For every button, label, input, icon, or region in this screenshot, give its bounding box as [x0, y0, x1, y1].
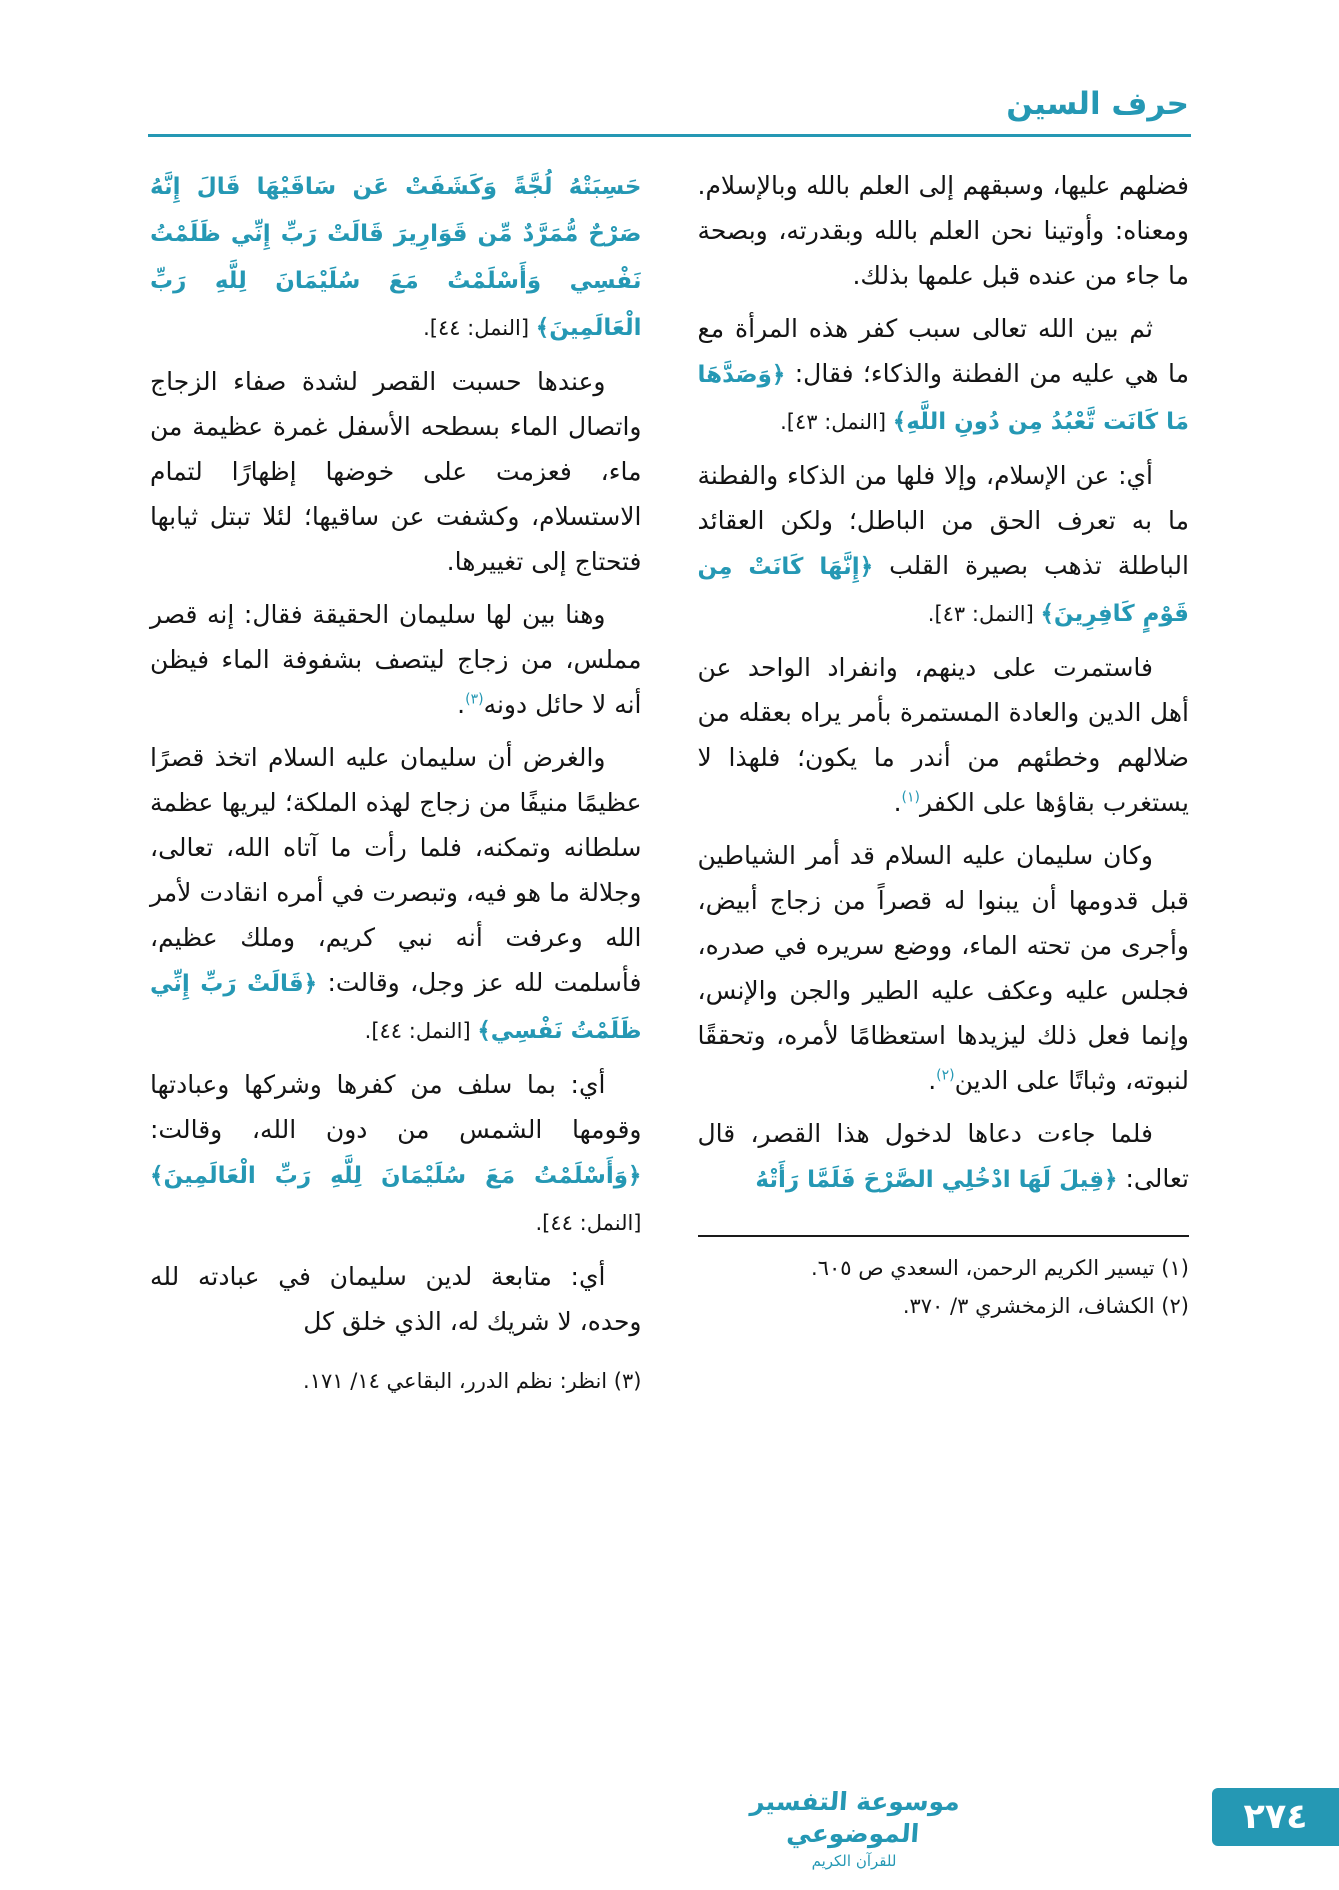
paragraph — [150, 1254, 642, 1344]
body-text: فلما جاءت دعاها لدخول هذا القصر، قال تعالى: — [697, 1119, 1189, 1193]
paragraph — [698, 163, 1190, 298]
paragraph — [150, 592, 642, 727]
emblem-subtitle: للقرآن الكريم — [811, 1852, 897, 1870]
body-text: . — [457, 690, 466, 719]
footnotes-left — [150, 1362, 642, 1400]
paragraph — [698, 453, 1190, 637]
body-text: أي: متابعة لدين سليمان في عبادته لله وحده، لا شريك له، الذي خلق كل — [150, 1262, 642, 1336]
quran-verse: ﴿قَالَتْ رَبِّ إِنِّي ظَلَمْتُ نَفْسِي﴾ — [150, 971, 642, 1044]
paragraph — [698, 833, 1190, 1103]
text-columns — [0, 163, 1339, 1400]
verse-ref: [النمل: ٤٣]. — [780, 410, 893, 434]
paragraph — [698, 1111, 1190, 1203]
body-text: وكان سليمان عليه السلام قد أمر الشياطين قبل قدومها أن يبنوا له قصراً من زجاج أبيض، وأجرى من تحته الماء، ووضع سريره في صدره، فجلس عليه وعكف عليه الطير والجن والإنس، وإنما فعل ذلك ليزيدها استعظامًا لأمره، وتحققًا لنبوته، وثباتًا على الدين — [697, 841, 1189, 1095]
column-left — [150, 163, 642, 1400]
footnotes-right — [698, 1235, 1190, 1325]
quran-verse: ﴿وَصَدَّهَا مَا كَانَت تَّعْبُدُ مِن دُونِ اللَّهِ﴾ — [697, 362, 1189, 435]
body-text: ثم بين الله تعالى سبب كفر هذه المرأة مع ما هي عليه من الفطنة والذكاء؛ فقال: — [697, 314, 1189, 388]
footnote-marker: (٣) — [465, 691, 484, 708]
paragraph — [698, 306, 1190, 445]
quran-verse: ﴿إِنَّهَا كَانَتْ مِن قَوْمٍ كَافِرِينَ﴾ — [697, 554, 1189, 627]
verse-ref: [النمل: ٤٤]. — [364, 1019, 478, 1043]
quran-verse: حَسِبَتْهُ لُجَّةً وَكَشَفَتْ عَن سَاقَيْهَا قَالَ إِنَّهُ صَرْحٌ مُّمَرَّدٌ مِّن قَوَارِيرَ قَالَتْ رَبِّ إِنِّي ظَلَمْتُ نَفْسِي وَأَسْلَمْتُ مَعَ سُلَيْمَانَ لِلَّهِ رَبِّ الْعَالَمِينَ﴾ — [150, 174, 642, 341]
paragraph — [698, 645, 1190, 825]
footnote-marker: (٢) — [936, 1067, 955, 1084]
footnote-divider — [698, 1235, 1190, 1237]
quran-verse: ﴿قِيلَ لَهَا ادْخُلِي الصَّرْحَ فَلَمَّا رَأَتْهُ — [755, 1167, 1118, 1193]
publisher-emblem — [749, 1786, 962, 1872]
paragraphs-right — [698, 163, 1190, 1211]
header-divider — [148, 134, 1191, 137]
body-text: . — [928, 1066, 937, 1095]
paragraph — [150, 1062, 642, 1246]
body-text: وهنا بين لها سليمان الحقيقة فقال: إنه قصر مملس، من زجاج ليتصف بشفوفة الماء فيظن أنه لا حائل دونه — [150, 600, 642, 719]
paragraph — [150, 359, 642, 584]
body-text: . — [893, 788, 902, 817]
paragraph — [150, 735, 642, 1054]
chapter-title: حرف السين — [1006, 86, 1189, 122]
footnote: (٢) الكشاف، الزمخشري ٣/ ٣٧٠. — [902, 1294, 1189, 1318]
body-text: أي: بما سلف من كفرها وشركها وعبادتها وقومها الشمس من دون الله، وقالت: — [150, 1070, 642, 1144]
quran-verse: ﴿وَأَسْلَمْتُ مَعَ سُلَيْمَانَ لِلَّهِ رَبِّ الْعَالَمِينَ﴾ — [150, 1163, 642, 1189]
body-text: والغرض أن سليمان عليه السلام اتخذ قصرًا عظيمًا منيفًا من زجاج لهذه الملكة؛ ليريها عظمة سلطانه وتمكنه، فلما رأت ما آتاه الله، تعالى، وجلالة ما هو فيه، وتبصرت في أمره انقادت لأمر الله وعرفت أنه نبي كريم، وملك عظيم، فأسلمت لله عز وجل، وقالت: — [150, 743, 642, 997]
footnote-marker: (١) — [901, 789, 921, 806]
page-number-badge: ٢٧٤ — [1212, 1788, 1339, 1846]
footnote: (٣) انظر: نظم الدرر، البقاعي ١٤/ ١٧١. — [303, 1369, 642, 1393]
verse-ref: [النمل: ٤٤]. — [535, 1211, 642, 1235]
body-text: فضلهم عليها، وسبقهم إلى العلم بالله وبالإسلام. ومعناه: وأوتينا نحن العلم بالله وبقدرته، وبصحة ما جاء من عنده قبل علمها بذلك. — [697, 171, 1189, 290]
body-text: أي: عن الإسلام، وإلا فلها من الذكاء والفطنة ما به تعرف الحق من الباطل؛ ولكن العقائد الباطلة تذهب بصيرة القلب — [697, 461, 1189, 580]
paragraphs-left — [150, 163, 642, 1352]
body-text: فاستمرت على دينهم، وانفراد الواحد عن أهل الدين والعادة المستمرة بأمر يراه بعقله من ضلالهم وخطئهم من أندر ما يكون؛ فلهذا لا يستغرب بقاؤها على الكفر — [697, 653, 1189, 817]
body-text: وعندها حسبت القصر لشدة صفاء الزجاج واتصال الماء بسطحه الأسفل غمرة عظيمة من ماء، فعزمت على خوضها إظهارًا لتمام الاستسلام، وكشفت عن ساقيها؛ لئلا تبتل ثيابها فتحتاج إلى تغييرها. — [150, 367, 642, 576]
emblem-title: موسوعة التفسير الموضوعي — [749, 1787, 962, 1848]
verse-ref: [النمل: ٤٤]. — [423, 316, 536, 340]
page-header — [0, 0, 1339, 137]
footnote: (١) تيسير الكريم الرحمن، السعدي ص ٦٠٥. — [811, 1256, 1189, 1280]
verse-ref: [النمل: ٤٣]. — [927, 602, 1041, 626]
paragraph — [150, 163, 642, 351]
column-right — [698, 163, 1190, 1325]
